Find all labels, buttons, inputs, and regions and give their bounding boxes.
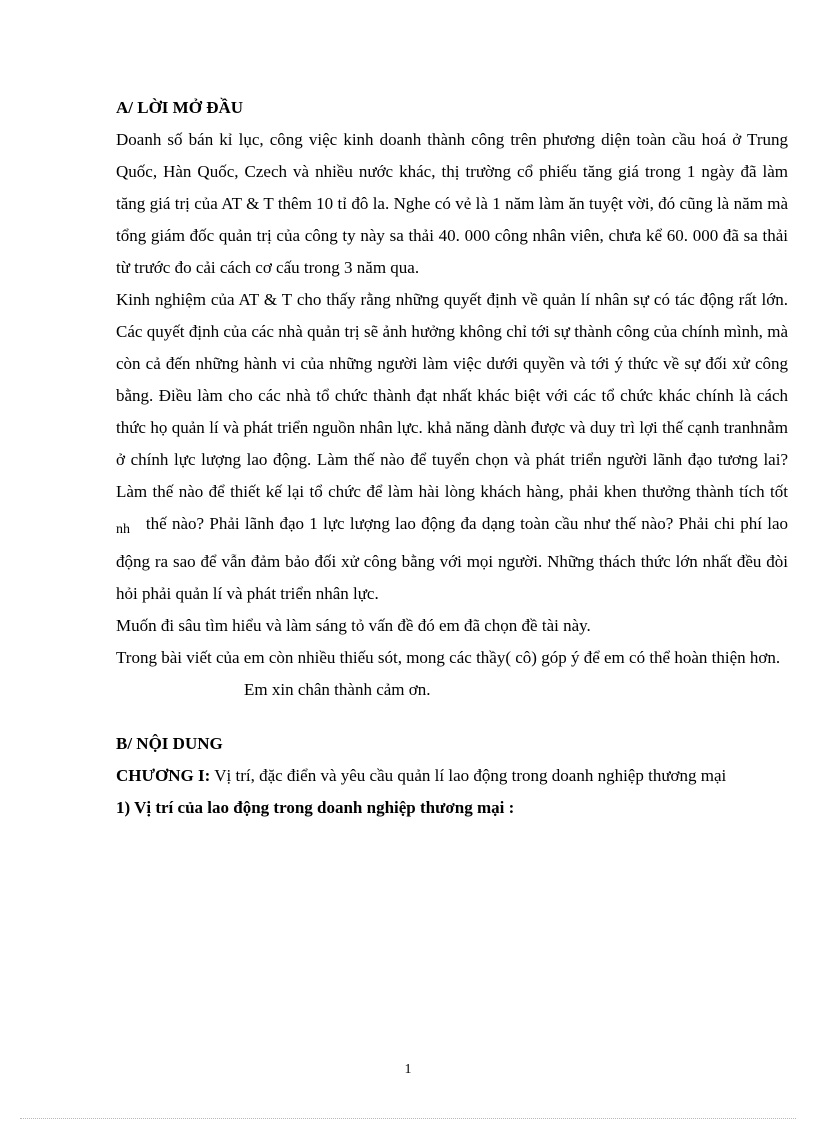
closing-thanks: Em xin chân thành cảm ơn. xyxy=(244,680,431,699)
intro-heading: A/ LỜI MỞ ĐẦU xyxy=(116,98,244,117)
intro-paragraph-1: Doanh số bán kỉ lục, công việc kinh doanh thành công trên phương diện toàn cầu hoá ở Trung Quốc, Hàn Quốc, Czech và nhiều nước khác, thị trường cổ phiếu tăng giá trong 1 ngày đã làm tăng giá trị của AT & T thêm 10 tỉ đô la. Nghe có vẻ là 1 năm làm ăn tuyệt vời, đó cũng là năm mà tổng giám đốc quản trị của công ty này sa thải 40. 000 công nhân viên, chưa kể 60. 000 đã sa thải từ trước đo cải cách cơ cấu trong 3 năm qua. xyxy=(116,130,788,277)
chapter-title xyxy=(116,760,788,792)
chapter-title-text: Vị trí, đặc điển và yêu cầu quản lí lao động trong doanh nghiệp thương mại xyxy=(214,766,727,785)
intro-paragraph-2-part-b: thế nào? Phải lãnh đạo 1 lực lượng lao động đa dạng toàn cầu như thế nào? Phải chi phí lao động ra sao để vẫn đảm bảo đối xử công bằng với mọi người. Những thách thức lớn nhất đều đòi hỏi phải quản lí và phát triển nhân lực. xyxy=(116,514,788,603)
intro-paragraph-4: Trong bài viết của em còn nhiều thiếu sót, mong các thầy( cô) góp ý để em có thể hoàn thiện hơn. xyxy=(116,648,781,667)
section-gap xyxy=(116,706,788,728)
intro-paragraph-2-part-a: Kinh nghiệm của AT & T cho thấy rằng những quyết định về quản lí nhân sự có tác động rất lớn. Các quyết định của các nhà quản trị sẽ ảnh hưởng không chỉ tới sự thành công của chính mình, mà còn cả đến những hành vi của những người làm việc dưới quyền và tới ý thức về sự đối xử công bằng. Điều làm cho các nhà tổ chức thành đạt nhất khác biệt với các tổ chức khác chính là cách thức họ quản lí và phát triển nguồn nhân lực. khả năng dành được và duy trì lợi thế cạnh tranhnằm ở chính lực lượng lao động. Làm thế nào để tuyển chọn và phát triển người lãnh đạo tương lai? Làm thế nào để thiết kế lại tổ chức để làm hài lòng khách hàng, phải khen thưởng thành tích tốt xyxy=(116,290,788,501)
intro-paragraph-2-subscript: nh xyxy=(116,522,130,537)
section-1-heading: 1) Vị trí của lao động trong doanh nghiệp thương mại : xyxy=(116,798,515,817)
intro-paragraph-2 xyxy=(116,284,788,610)
page-bottom-divider xyxy=(20,1118,796,1119)
body-heading: B/ NỘI DUNG xyxy=(116,734,223,753)
chapter-label: CHƯƠNG I: xyxy=(116,766,211,785)
intro-paragraph-3: Muốn đi sâu tìm hiểu và làm sáng tỏ vấn đề đó em đã chọn đề tài này. xyxy=(116,616,591,635)
page-number: 1 xyxy=(404,1062,412,1077)
page-content xyxy=(116,92,788,824)
